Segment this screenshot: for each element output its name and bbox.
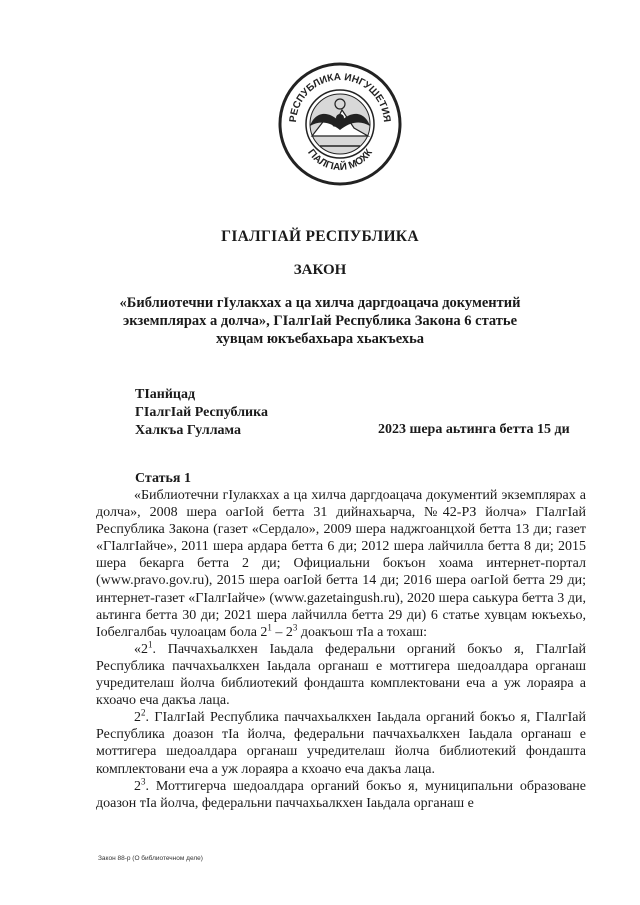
- p4-sup: 3: [141, 775, 146, 786]
- p3-sup: 2: [141, 707, 146, 718]
- article-body: [96, 487, 586, 812]
- republic-seal: [276, 60, 404, 188]
- paragraph-4-text: . Моттигерча шедоалдара органий бокъо я, муниципальни образоване доазон тIа йолча, федеральни паччахьалкхен Iаьдала органаш е: [96, 778, 586, 811]
- ref-a-sup: 1: [267, 622, 272, 633]
- seal-emblem-icon: [276, 60, 404, 188]
- adoption-date: 2023 шера аьтинга бетта 15 ди: [378, 422, 570, 437]
- ref-a: 2: [260, 624, 268, 640]
- seal-bottom-text: ГIАЛГIАЙ МОХК: [305, 147, 375, 174]
- adopted-line-2: ГIалгIай Республика: [135, 405, 268, 420]
- adopted-line-1: ТIанйцад: [135, 387, 196, 402]
- paragraph-3: [96, 709, 586, 777]
- p4-number: 2: [134, 778, 141, 794]
- p3-number: 2: [134, 710, 141, 726]
- law-title-text: «Библиотечни гIулакхах а ца хилча даргдоацача документий экземплярах а долча», ГIалгIай Республика Закона 6 статье хувцам юкъебахьара хьакъехьа: [119, 295, 521, 347]
- adopted-line-3: Халкъа Гуллама: [135, 423, 241, 438]
- paragraph-2-text: . Паччахьалкхен Iаьдала федеральни органий бокъо я, ГIалгIай Республика паччахьалкхен Iаьдала органаш е моттигера шедоалдара органаш учредителаш йолча библиотекий фондашта комплектовани еча а уж лораяра а кхоачо еча дакъа лаца.: [96, 641, 586, 709]
- p2-number: «2: [134, 641, 148, 657]
- paragraph-1-end: доакъош тIа а тохаш:: [297, 624, 428, 640]
- paragraph-4: [96, 775, 586, 812]
- article-heading: Статья 1: [135, 471, 191, 486]
- ref-b-sup: 3: [292, 622, 298, 633]
- paragraph-1-text: «Библиотечни гIулакхах а ца хилча даргдоацача документий экземплярах а долча», 2008 шера оагIой бетта 31 дийнахьарча, №42-РЗ йолча» ГIалгIай Республика Закона (газет «Сердало», 2009 шера наджгоанцхой бетта 13 ди; газет «ГIалгIайче», 2011 шера ардара бетта 6 ди; 2012 шера лайчилла бетта 8 ди; 2015 шера бекарга бетта 2 ди; Официальни бокъон хоама интернет-портал (www.pravo.gov.ru), 2015 шера оагIой бетта 14 ди; 2016 шера оагIой бетта 29 ди; интернет-газет «ГIалгIайче» (www.gazetaingush.ru), 2020 шера саькура бетта 3 ди, аьтинга бетта 30 ди; 2021 шера лайчилла бетта 29 ди) 6 статье хувцам юкъехьо, Iобелгалбаь чулоацам бола: [96, 488, 586, 640]
- ref-dash: –: [271, 624, 286, 640]
- seal-top-text: РЕСПУБЛИКА ИНГУШЕТИЯ: [287, 71, 393, 123]
- ref-b: 2: [285, 624, 293, 640]
- republic-heading: ГIАЛГIАЙ РЕСПУБЛИКА: [221, 228, 419, 245]
- document-footer: Закон 88-р (О библиотечном деле): [98, 855, 203, 862]
- law-title: [0, 294, 640, 348]
- paragraph-1: [96, 487, 586, 641]
- paragraph-3-text: . ГIалгIай Республика паччахьалкхен Iаьдала органий бокъо я, ГIалгIай Республика доазон тIа йолча, федеральни паччахьалкхен Iаьдала органаш е моттигера шедоалдара органаш учредителаш йолча библиотекий фондашта комплектовани еча а уж лораяра а кхоачо еча дакъа лаца.: [96, 710, 586, 777]
- adopted-by-block: [135, 386, 268, 440]
- p2-sup: 1: [148, 639, 153, 650]
- paragraph-2: [96, 641, 586, 709]
- law-heading: ЗАКОН: [293, 262, 347, 278]
